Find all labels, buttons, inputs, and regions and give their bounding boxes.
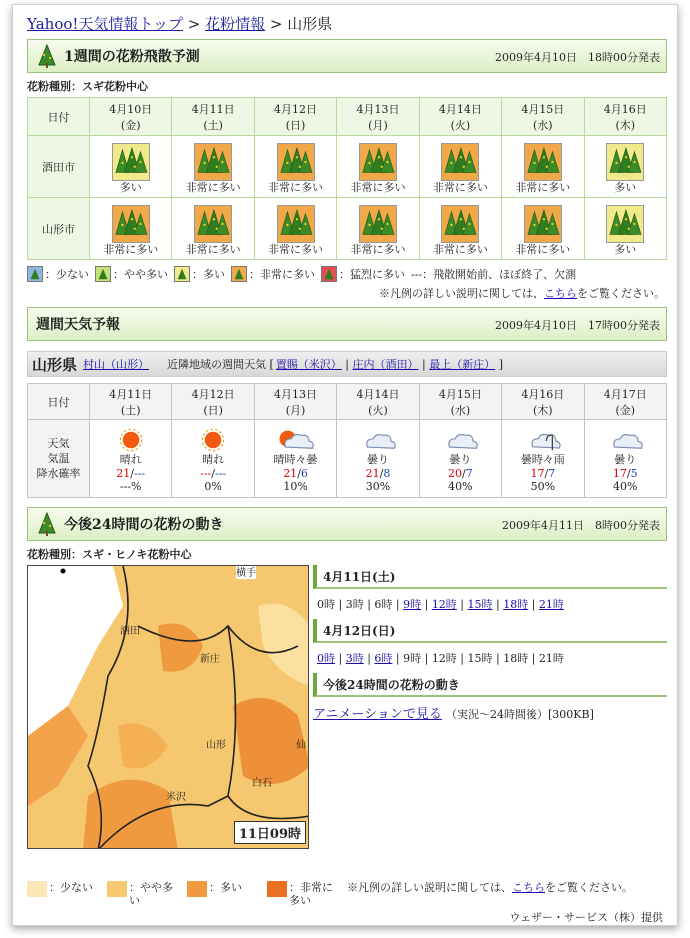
hour-sep: | — [528, 652, 539, 665]
hour-label: 0時 — [317, 598, 335, 611]
pollen-level-icon — [277, 143, 315, 181]
rain-probability: ---% — [119, 479, 142, 493]
breadcrumb-current: 山形県 — [287, 15, 333, 33]
pollen-day-header — [90, 98, 172, 136]
weather-cell — [584, 420, 666, 498]
breadcrumb-sep: > — [265, 15, 288, 33]
map-legend-item — [107, 881, 181, 907]
pollen-day-header — [172, 98, 254, 136]
pollen-day-date: 4月12日 — [274, 102, 318, 116]
pollen-cell — [584, 136, 666, 198]
temp-low: 8 — [383, 466, 391, 480]
pollen24-published: 2009年4月11日 8時00分発表 — [502, 519, 660, 532]
legend-label: ：やや多い — [113, 268, 168, 281]
rain-probability: 40% — [448, 479, 473, 493]
weather-day-weekday: (土) — [120, 403, 141, 417]
weather-day-header — [337, 384, 419, 420]
pollen-kind: 花粉種別：スギ花粉中心 — [27, 80, 148, 93]
pollen24-kind: 花粉種別：スギ・ヒノキ花粉中心 — [27, 548, 192, 561]
breadcrumb-weather-top[interactable]: Yahoo!天気情報トップ — [27, 15, 183, 33]
temperature: 17/7 — [530, 466, 556, 480]
pollen-level-icon — [441, 143, 479, 181]
map-legend-item — [267, 881, 341, 907]
weather-day-weekday: (水) — [450, 403, 471, 417]
legend-swatch — [231, 266, 247, 282]
weather-day-weekday: (火) — [368, 403, 388, 417]
near-link-okitama[interactable]: 置賜（米沢） — [275, 358, 342, 371]
hour-label: 9時 — [403, 652, 422, 665]
pollen-cell — [584, 198, 666, 260]
pollen-level-icon — [112, 205, 150, 243]
sunny-weather-icon — [90, 427, 171, 449]
pollen-day-header — [254, 98, 336, 136]
hour-sep: | — [335, 652, 346, 665]
weather-published: 2009年4月10日 17時00分発表 — [495, 319, 660, 332]
pollen-day-weekday: (月) — [368, 118, 388, 132]
legend-swatch — [95, 266, 111, 282]
weather-day-date: 4月17日 — [603, 387, 647, 401]
weather-row-label: 天気 気温 降水確率 — [28, 420, 90, 498]
temp-high: 21 — [283, 466, 298, 480]
cloudy-weather-icon — [337, 427, 418, 449]
weather-day-header — [90, 384, 172, 420]
weather-text: 曇り — [366, 452, 389, 466]
pollen-level-label: 非常に多い — [268, 242, 324, 256]
near-label: 近隣地域の週間天気 [ — [167, 358, 274, 371]
credit: ウェザー・サービス（株）提供 — [509, 911, 663, 924]
weather-cell — [419, 420, 501, 498]
pollen24-legend — [27, 881, 667, 907]
map-legend-swatch — [27, 881, 47, 897]
weather-day-date: 4月11日 — [109, 387, 153, 401]
day1-hours — [313, 589, 667, 619]
hour-sep: | — [421, 598, 432, 611]
legend-swatch — [27, 266, 43, 282]
hour-link[interactable]: 0時 — [317, 652, 335, 665]
hour-sep: | — [456, 598, 468, 611]
pollen-day-weekday: (金) — [120, 118, 141, 132]
weather-header — [27, 307, 667, 341]
cloud-rain-weather-icon — [502, 427, 583, 449]
pollen-level-label: 非常に多い — [515, 180, 571, 194]
map-timestamp: 11日09時 — [234, 821, 306, 844]
temp-high: 21 — [116, 466, 131, 480]
pollen-cell — [419, 198, 501, 260]
map-label-sendai: 仙 — [296, 740, 306, 751]
hour-sep: | — [363, 598, 375, 611]
pollen-level-icon — [606, 143, 644, 181]
pollen-cell — [254, 198, 336, 260]
pollen-cell — [90, 136, 172, 198]
weather-cell — [502, 420, 584, 498]
pollen-cell — [172, 198, 254, 260]
temp-high: 17 — [530, 466, 545, 480]
pollen-day-header — [584, 98, 666, 136]
pollen-level-label: 非常に多い — [268, 180, 324, 194]
pollen-level-icon — [524, 205, 562, 243]
cedar-tree-icon — [34, 511, 60, 537]
pollen-city: 酒田市 — [28, 136, 90, 198]
weather-day-header — [502, 384, 584, 420]
weather-day-header — [419, 384, 501, 420]
hour-sep: | — [421, 652, 432, 665]
weather-day-header — [172, 384, 254, 420]
map-legend-swatch — [107, 881, 127, 897]
page-frame — [12, 4, 678, 926]
map-label-shiroishi: 白石 — [252, 778, 272, 789]
pollen-city: 山形市 — [28, 198, 90, 260]
animation-link[interactable]: アニメーションで見る — [313, 707, 442, 722]
weather-day-date: 4月15日 — [438, 387, 482, 401]
hour-link[interactable]: 6時 — [374, 652, 393, 665]
weather-text: 晴れ — [119, 452, 142, 466]
weather-day-header — [254, 384, 336, 420]
hour-sep: | — [528, 598, 539, 611]
temp-high: --- — [200, 466, 212, 480]
pollen-level-label: 非常に多い — [350, 180, 406, 194]
pollen-cell — [419, 136, 501, 198]
pollen-day-header — [502, 98, 584, 136]
sun-cloud-weather-icon — [255, 427, 336, 449]
breadcrumb-sep: > — [182, 15, 206, 33]
hour-link[interactable]: 3時 — [345, 652, 364, 665]
weather-cell — [254, 420, 336, 498]
pollen-level-icon — [606, 205, 644, 243]
pollen-legend — [27, 266, 667, 282]
weather-cell — [172, 420, 254, 498]
pollen-day-header — [419, 98, 501, 136]
note-text: をご覧ください。 — [545, 881, 633, 894]
weather-day-date: 4月16日 — [521, 387, 565, 401]
pollen-level-icon — [112, 143, 150, 181]
pollen-level-label: 非常に多い — [515, 242, 571, 256]
day2-hours — [313, 643, 667, 673]
pollen-day-date: 4月10日 — [109, 102, 153, 116]
pollen-day-date: 4月13日 — [356, 102, 400, 116]
temp-high: 20 — [448, 466, 463, 480]
cloudy-weather-icon — [420, 427, 501, 449]
hour-label: 21時 — [538, 652, 564, 665]
hour-link[interactable]: 9時 — [403, 598, 422, 611]
map-label-yokote: 横手 — [236, 565, 256, 579]
pollen-day-date: 4月15日 — [521, 102, 565, 116]
pollen-week-published: 2009年4月10日 18時00分発表 — [495, 51, 660, 64]
weather-cell — [337, 420, 419, 498]
hour-label: 18時 — [503, 652, 529, 665]
rain-probability: 30% — [365, 479, 391, 493]
pollen-level-icon — [277, 205, 315, 243]
weather-day-date: 4月14日 — [356, 387, 400, 401]
weather-day-date: 4月13日 — [274, 387, 318, 401]
weather-day-weekday: (月) — [285, 403, 306, 417]
weather-day-weekday: (金) — [615, 403, 636, 417]
weather-day-weekday: (日) — [203, 403, 223, 417]
legend-details-link[interactable]: こちら — [544, 287, 577, 300]
pollen-level-label: 非常に多い — [103, 242, 159, 256]
map-label-sakata: 酒田 — [120, 626, 140, 637]
pollen-level-label: 非常に多い — [432, 242, 488, 256]
pollen-level-icon — [524, 143, 562, 181]
pollen-cell — [337, 198, 419, 260]
map-legend-note — [347, 881, 647, 894]
hour-sep: | — [456, 652, 468, 665]
pollen-day-weekday: (土) — [203, 118, 223, 132]
map-legend-swatch — [267, 881, 287, 897]
pollen-level-icon — [359, 205, 397, 243]
temp-low: 7 — [465, 466, 473, 480]
pollen24-header — [27, 507, 667, 541]
animation-note: （実況〜24時間後）[300KB] — [445, 708, 594, 721]
date-header: 日付 — [28, 384, 90, 420]
hour-sep: | — [492, 598, 504, 611]
weather-title: 週間天気予報 — [36, 317, 120, 333]
pollen-row — [28, 136, 667, 198]
map-legend-item — [187, 881, 261, 897]
pollen-week-header — [27, 39, 667, 73]
weather-cell — [90, 420, 172, 498]
map-label-shinjo: 新庄 — [200, 654, 220, 665]
map-legend-label: ：少ない — [49, 881, 93, 894]
pollen-cell — [90, 198, 172, 260]
temp-high: 17 — [612, 466, 627, 480]
date-header: 日付 — [28, 98, 90, 136]
note-text: ※凡例の詳しい説明に関しては、 — [347, 881, 512, 894]
near-end: ] — [498, 357, 504, 371]
day1-label: 4月11日(土) — [313, 565, 667, 589]
pollen-level-icon — [194, 143, 232, 181]
hour-label: 12時 — [431, 652, 457, 665]
map-legend-details-link[interactable]: こちら — [512, 881, 545, 894]
pollen-row — [28, 198, 667, 260]
weather-day-date: 4月12日 — [191, 387, 235, 401]
map-label-yonezawa: 米沢 — [166, 792, 186, 803]
pollen-level-icon — [441, 205, 479, 243]
weather-text: 曇り — [449, 452, 472, 466]
map-legend-label: ：多い — [209, 881, 242, 894]
map-legend-label: ：非常に多い — [289, 881, 333, 907]
pollen-cell — [172, 136, 254, 198]
breadcrumb — [27, 13, 667, 39]
pollen-level-label: 多い — [119, 180, 142, 194]
rain-probability: 0% — [204, 479, 222, 493]
temperature: 17/5 — [612, 466, 638, 480]
hour-label: 6時 — [374, 598, 393, 611]
note-text: ※凡例の詳しい説明に関しては、 — [379, 287, 544, 300]
pollen-level-label: 多い — [614, 180, 637, 194]
pollen-level-icon — [194, 205, 232, 243]
map-label-yamagata: 山形 — [206, 740, 226, 751]
near-link-mogami[interactable]: 最上（新庄） — [429, 358, 496, 371]
map-legend-label: ：やや多い — [129, 881, 173, 907]
hour-link[interactable]: 21時 — [538, 598, 564, 611]
legend-label: ：多い — [192, 268, 225, 281]
legend-swatch — [174, 266, 190, 282]
cedar-tree-icon — [34, 43, 60, 69]
map-legend-swatch — [187, 881, 207, 897]
pollen-map-image — [28, 566, 309, 849]
temperature: ---/--- — [200, 466, 227, 480]
weather-text: 曇時々雨 — [520, 452, 565, 466]
pollen-level-label: 多い — [614, 242, 637, 256]
legend-label: ：非常に多い — [249, 268, 315, 281]
pollen-map — [27, 565, 309, 849]
note-text: をご覧ください。 — [577, 287, 665, 300]
pollen-level-label: 非常に多い — [432, 180, 488, 194]
temperature: 21/6 — [283, 466, 308, 480]
pollen-day-date: 4月14日 — [438, 102, 482, 116]
sunny-weather-icon — [172, 427, 253, 449]
pollen-day-date: 4月11日 — [191, 102, 235, 116]
weather-day-weekday: (木) — [533, 403, 553, 417]
temperature: 21/--- — [116, 466, 146, 480]
hour-link[interactable]: 18時 — [503, 598, 529, 611]
map-legend-item — [27, 881, 101, 897]
hour-sep: | — [492, 652, 504, 665]
hour-label: 15時 — [467, 652, 493, 665]
pollen-week-title: 1週間の花粉飛散予測 — [64, 49, 200, 65]
weather-table — [27, 383, 667, 498]
hour-sep: | — [392, 598, 404, 611]
pollen-cell — [337, 136, 419, 198]
hour-sep: | — [335, 598, 346, 611]
pollen-day-weekday: (日) — [285, 118, 306, 132]
day2-label: 4月12日(日) — [313, 619, 667, 643]
near-link-shonai[interactable]: 庄内（酒田） — [352, 358, 419, 371]
legend-swatch — [321, 266, 337, 282]
hour-label: 3時 — [345, 598, 364, 611]
temp-high: 21 — [365, 466, 380, 480]
pollen24-title: 今後24時間の花粉の動き — [64, 517, 224, 533]
temp-low: --- — [133, 466, 146, 480]
hour-sep: | — [392, 652, 404, 665]
hour-link[interactable]: 12時 — [431, 598, 457, 611]
legend-dash: ---：飛散開始前、ほぼ終了、欠測 — [411, 268, 577, 281]
pollen-day-weekday: (木) — [615, 118, 636, 132]
pollen-level-label: 非常に多い — [185, 242, 241, 256]
pollen-cell — [502, 136, 584, 198]
weather-text: 晴れ — [202, 452, 225, 466]
temp-low: 5 — [630, 466, 638, 480]
hour-link[interactable]: 15時 — [467, 598, 493, 611]
pollen-legend-note — [29, 285, 665, 301]
pollen-day-weekday: (水) — [533, 118, 553, 132]
weather-pref: 山形県 — [32, 355, 78, 374]
pollen-level-icon — [359, 143, 397, 181]
area-link-murayama[interactable]: 村山（山形） — [83, 358, 150, 371]
pollen-day-weekday: (火) — [450, 118, 471, 132]
hour-sep: | — [363, 652, 375, 665]
temperature: 21/8 — [365, 466, 391, 480]
movement-label: 今後24時間の花粉の動き — [313, 673, 667, 697]
pollen-cell — [502, 198, 584, 260]
legend-label: ：猛烈に多い — [339, 268, 405, 281]
pollen-day-date: 4月16日 — [603, 102, 647, 116]
weather-text: 晴時々曇 — [273, 452, 318, 466]
weather-text: 曇り — [614, 452, 637, 466]
temperature: 20/7 — [448, 466, 473, 480]
temp-low: 6 — [300, 466, 308, 480]
legend-label: ：少ない — [45, 268, 89, 281]
weather-area-bar: 山形県 村山（山形） 近隣地域の週間天気 [ 置賜（米沢） | 庄内（酒田） | 最上（新庄） ] — [27, 351, 667, 377]
weather-day-header — [584, 384, 666, 420]
rain-probability: 10% — [283, 479, 308, 493]
pollen-cell — [254, 136, 336, 198]
pollen-level-label: 非常に多い — [185, 180, 241, 194]
rain-probability: 50% — [530, 479, 556, 493]
pollen-level-label: 非常に多い — [350, 242, 406, 256]
pollen24-side — [313, 565, 667, 722]
temp-low: 7 — [548, 466, 556, 480]
breadcrumb-pollen[interactable]: 花粉情報 — [205, 15, 266, 33]
temp-low: --- — [214, 466, 227, 480]
cloudy-weather-icon — [585, 427, 666, 449]
pollen-day-header — [337, 98, 419, 136]
rain-probability: 40% — [613, 479, 638, 493]
pollen-forecast-table — [27, 97, 667, 260]
